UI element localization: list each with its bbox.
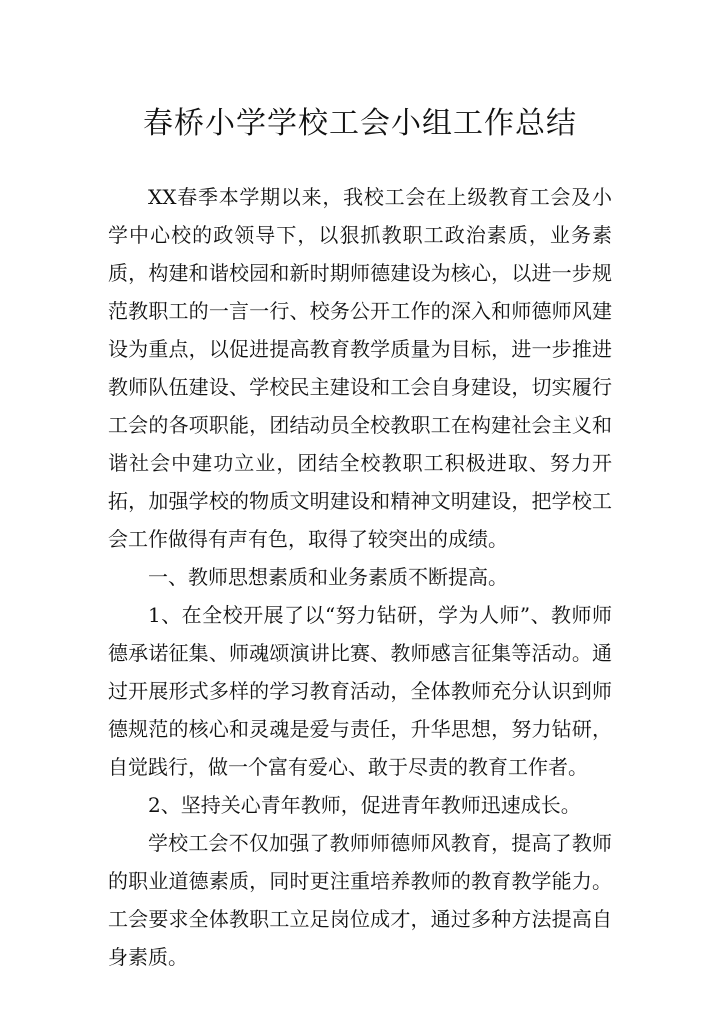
- document-body: [108, 178, 612, 976]
- paragraph-union-training: 学校工会不仅加强了教师师德师风教育，提高了教师的职业道德素质，同时更注重培养教师的教育教学能力。工会要求全体教职工立足岗位成才，通过多种方法提高自身素质。: [108, 831, 612, 969]
- paragraph-item-1: 1、在全校开展了以“努力钻研，学为人师”、教师师德承诺征集、师魂颂演讲比赛、教师感言征集等活动。通过开展形式多样的学习教育活动，全体教师充分认识到师德规范的核心和灵魂是爱与责任，升华思想，努力钻研，自觉践行，做一个富有爱心、敢于尽责的教育工作者。: [108, 603, 612, 779]
- document-title: 春桥小学学校工会小组工作总结: [143, 106, 577, 142]
- paragraph-item-2: 2、坚持关心青年教师，促进青年教师迅速成长。: [148, 793, 581, 817]
- paragraph-section-heading: 一、教师思想素质和业务素质不断提高。: [148, 565, 508, 589]
- paragraph-intro: XX春季本学期以来，我校工会在上级教育工会及小学中心校的政领导下，以狠抓教职工政治素质，业务素质，构建和谐校园和新时期师德建设为核心，以进一步规范教职工的一言一行、校务公开工作的深入和师德师风建设为重点，以促进提高教育教学质量为目标，进一步推进教师队伍建设、学校民主建设和工会自身建设，切实履行工会的各项职能，团结动员全校教职工在构建社会主义和谐社会中建功立业，团结全校教职工积极进取、努力开拓，加强学校的物质文明建设和精神文明建设，把学校工会工作做得有声有色，取得了较突出的成绩。: [108, 185, 612, 551]
